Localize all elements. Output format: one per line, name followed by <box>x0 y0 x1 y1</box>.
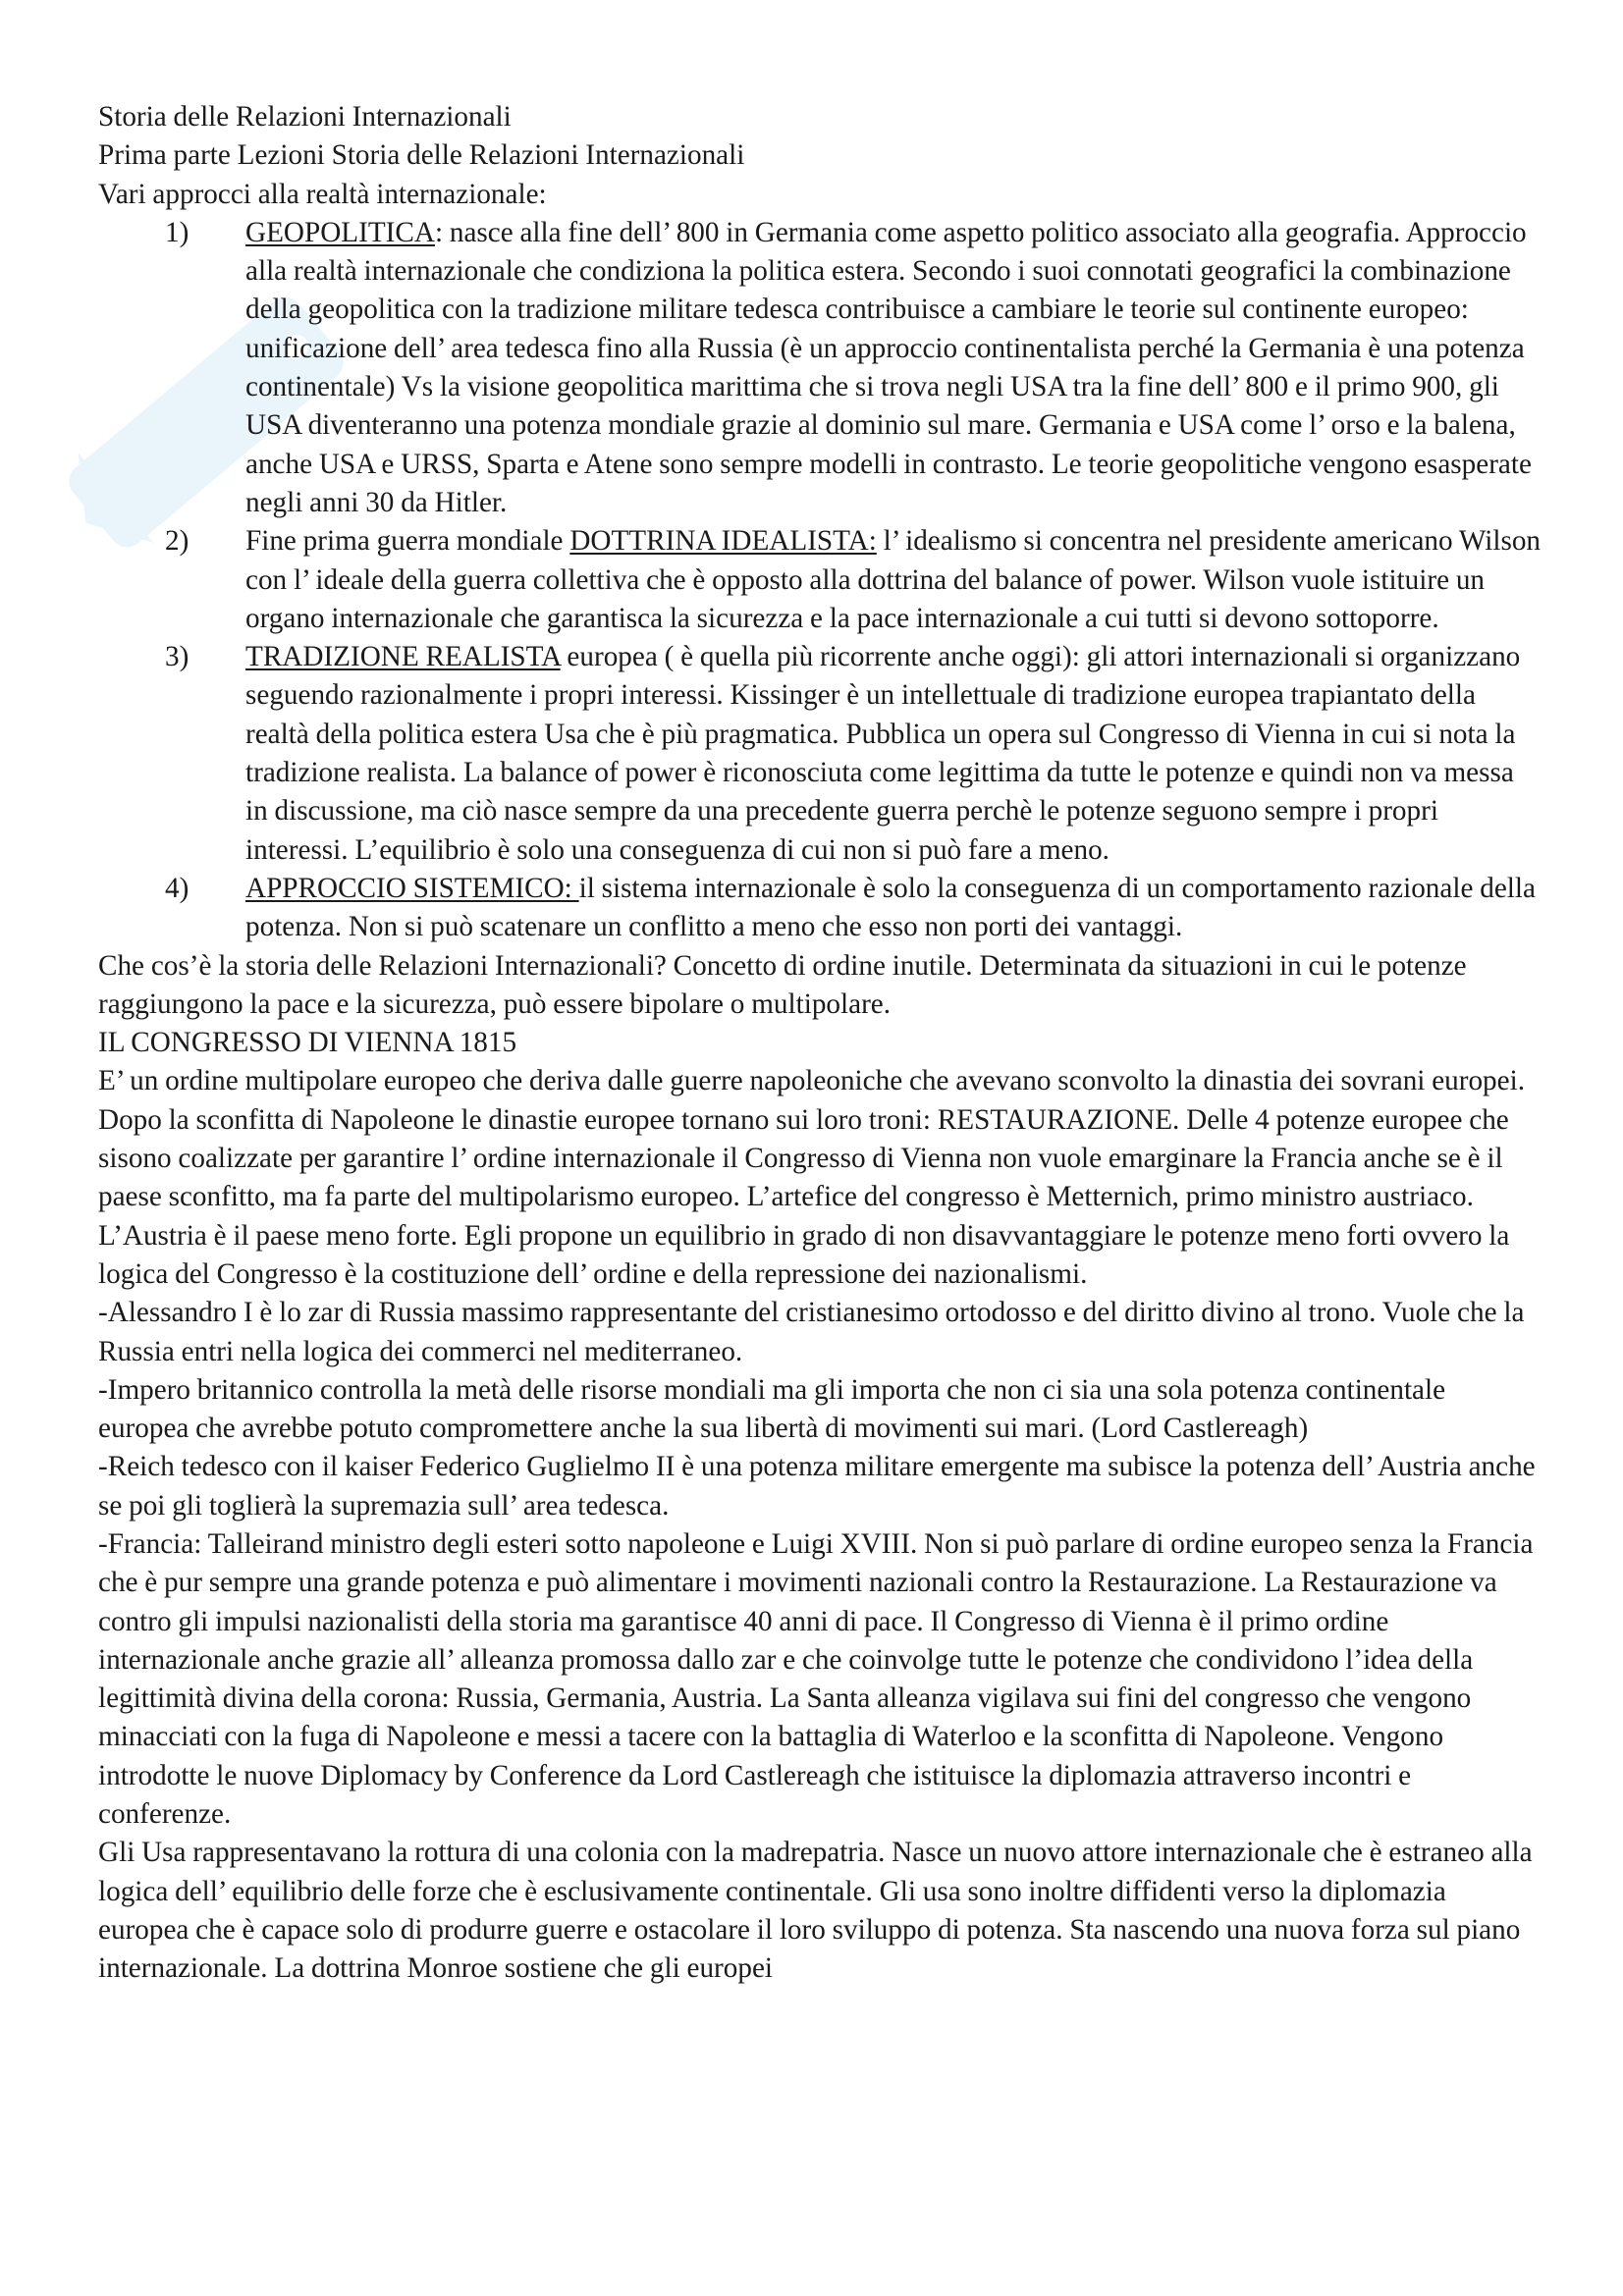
heading-congresso-vienna: IL CONGRESSO DI VIENNA 1815 <box>98 1027 517 1059</box>
paragraph-usa: Gli Usa rappresentavano la rottura di una colonia con la madrepatria. Nasce un nuovo attore internazionale che è estraneo alla logica dell’ equilibrio delle forze che è esclusivamente continentale. Gli usa sono inoltre diffidenti verso la diplomazia europea che è capace solo di produrre guerre e ostacolare il loro sviluppo di potenza. Sta nascendo una nuova forza sul piano internazionale. La dottrina Monroe sostiene che gli europei <box>98 1837 1533 1985</box>
list-item-tradizione-realista <box>98 638 1542 870</box>
list-text: : nasce alla fine dell’ 800 in Germania come aspetto politico associato alla geografia. Approccio alla realtà internazionale che condiziona la politica estera. Secondo i suoi connotati geografici la combinazione della geopolitica con la tradizione militare tedesca contribuisce a cambiare le teorie sul continente europeo: unificazione dell’ area tedesca fino alla Russia (è un approccio continentalista perché la Germania è una potenza continentale) Vs la visione geopolitica marittima che si trova negli USA tra la fine dell’ 800 e il primo 900, gli USA diventeranno una potenza mondiale grazie al dominio sul mare. Germania e USA come l’ orso e la balena, anche USA e URSS, Sparta e Atene sono sempre modelli in contrasto. Le teorie geopolitiche vengono esasperate negli anni 30 da Hitler. <box>245 216 1532 518</box>
term-dottrina-idealista: DOTTRINA IDEALISTA: <box>569 525 877 558</box>
term-approccio-sistemico: APPROCCIO SISTEMICO: <box>245 872 579 904</box>
document-subtitle: Prima parte Lezioni Storia delle Relazioni Internazionali <box>98 139 745 172</box>
list-item-approccio-sistemico <box>98 870 1542 947</box>
list-text: Fine prima guerra mondiale <box>245 525 570 558</box>
list-text: europea ( è quella più ricorrente anche oggi): gli attori internazionali si organizzano seguendo razionalmente i propri interessi. Kissinger è un intellettuale di tradizione europea trapiantato della realtà della politica estera Usa che è più pragmatica. Pubblica un opera sul Congresso di Vienna in cui si nota la tradizione realista. La balance of power è riconosciuta come legittima da tutte le potenze e quindi non va messa in discussione, ma ciò nasce sempre da una precedente guerra perchè le potenze seguono sempre i propri interessi. L’equilibrio è solo una conseguenza di cui non si può fare a meno. <box>245 641 1521 866</box>
list-number: 2) <box>165 525 189 558</box>
list-text: il sistema internazionale è solo la conseguenza di un comportamento razionale della potenza. Non si può scatenare un conflitto a meno che esso non porti dei vantaggi. <box>245 872 1536 943</box>
paragraph-francia: -Francia: Talleirand ministro degli esteri sotto napoleone e Luigi XVIII. Non si può parlare di ordine europeo senza la Francia che è pur sempre una grande potenza e può alimentare i movimenti nazionali contro la Restaurazione. La Restaurazione va contro gli impulsi nazionalisti della storia ma garantisce 40 anni di pace. Il Congresso di Vienna è il primo ordine internazionale anche grazie all’ alleanza promossa dallo zar e che coinvolge tutte le potenze che condividono l’idea della legittimità divina della corona: Russia, Germania, Austria. La Santa alleanza vigilava sui fini del congresso che vengono minacciati con la fuga di Napoleone e messi a tacere con la battaglia di Waterloo e la sconfitta di Napoleone. Vengono introdotte le nuove Diplomacy by Conference da Lord Castlereagh che istituisce la diplomazia attraverso incontri e conferenze. <box>98 1527 1534 1831</box>
list-item-dottrina-idealista <box>98 522 1542 638</box>
intro-line: Vari approcci alla realtà internazionale: <box>98 178 547 210</box>
paragraph-what-is: Che cos’è la storia delle Relazioni Internazionali? Concetto di ordine inutile. Determinata da situazioni in cui le potenze raggiungono la pace e la sicurezza, può essere bipolare o multipolare. <box>98 949 1467 1020</box>
list-item-geopolitica <box>98 214 1542 522</box>
term-geopolitica: GEOPOLITICA <box>245 216 435 248</box>
term-tradizione-realista: TRADIZIONE REALISTA <box>245 641 561 673</box>
paragraph-alessandro: -Alessandro I è lo zar di Russia massimo rappresentante del cristianesimo ortodosso e del diritto divino al trono. Vuole che la Russia entri nella logica dei commerci nel mediterraneo. <box>98 1297 1525 1367</box>
document-content <box>98 98 1542 1989</box>
document-title: Storia delle Relazioni Internazionali <box>98 101 512 133</box>
list-number: 3) <box>165 641 189 673</box>
paragraph-impero-britannico: -Impero britannico controlla la metà delle risorse mondiali ma gli importa che non ci sia una sola potenza continentale europea che avrebbe potuto compromettere anche la sua libertà di movimenti sui mari. (Lord Castlereagh) <box>98 1373 1446 1445</box>
paragraph-vienna: E’ un ordine multipolare europeo che deriva dalle guerre napoleoniche che avevano sconvolto la dinastia dei sovrani europei. Dopo la sconfitta di Napoleone le dinastie europee tornano sui loro troni: RESTAURAZIONE. Delle 4 potenze europee che sisono coalizzate per garantire l’ ordine internazionale il Congresso di Vienna non vuole emarginare la Francia anche se è il paese sconfitto, ma fa parte del multipolarismo europeo. L’artefice del congresso è Metternich, primo ministro austriaco. L’Austria è il paese meno forte. Egli propone un equilibrio in grado di non disavvantaggiare le potenze meno forti ovvero la logica del Congresso è la costituzione dell’ ordine e della repressione dei nazionalismi. <box>98 1065 1526 1290</box>
list-number: 1) <box>165 216 189 248</box>
list-text: l’ idealismo si concentra nel presidente americano Wilson con l’ ideale della guerra collettiva che è opposto alla dottrina del balance of power. Wilson vuole istituire un organo internazionale che garantisca la sicurezza e la pace internazionale a cui tutti si devono sottoporre. <box>245 525 1542 634</box>
paragraph-reich-tedesco: -Reich tedesco con il kaiser Federico Guglielmo II è una potenza militare emergente ma subisce la potenza dell’ Austria anche se poi gli toglierà la supremazia sull’ area tedesca. <box>98 1451 1536 1522</box>
list-number: 4) <box>165 872 189 904</box>
